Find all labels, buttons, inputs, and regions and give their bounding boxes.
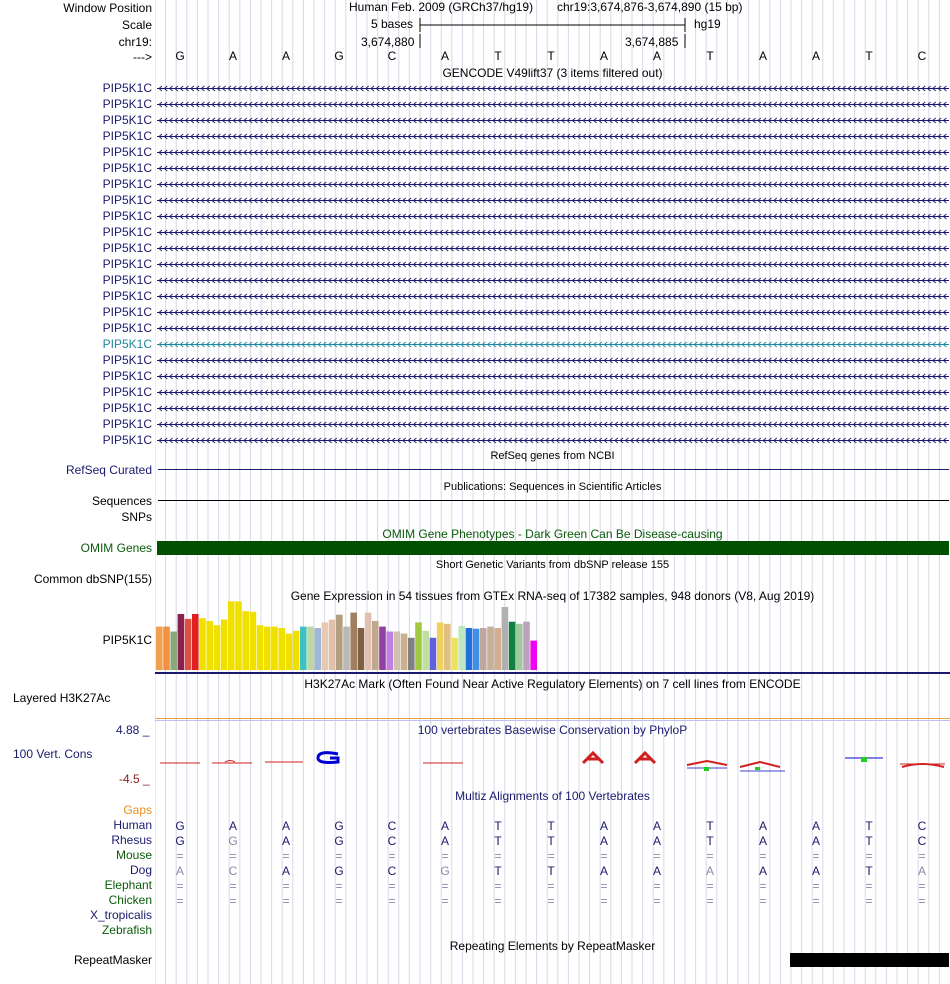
gencode-gene-label[interactable]: PIP5K1C — [102, 289, 152, 303]
phylop-max-label: 4.88 _ — [116, 723, 150, 737]
alignment-base: G — [334, 834, 344, 848]
alignment-base: = — [653, 849, 661, 863]
base-letter: A — [599, 49, 608, 63]
base-letter: A — [652, 49, 661, 63]
omim-track-label[interactable]: OMIM Genes — [80, 541, 152, 555]
gtex-tissue-bar[interactable] — [473, 629, 480, 670]
gtex-tissue-bar[interactable] — [336, 615, 343, 670]
alignment-base: = — [494, 849, 502, 863]
gtex-tissue-bar[interactable] — [329, 620, 336, 670]
gtex-bar-chart[interactable] — [155, 600, 950, 675]
base-letter: T — [706, 49, 714, 63]
gencode-transcript[interactable] — [157, 403, 949, 414]
base-letter: T — [494, 49, 502, 63]
gencode-transcript[interactable] — [157, 227, 949, 238]
refseq-track-label[interactable]: RefSeq Curated — [65, 463, 152, 477]
base-letter: T — [547, 49, 555, 63]
gencode-transcript[interactable] — [157, 83, 949, 94]
repeat-element[interactable] — [790, 953, 949, 967]
alignment-base: A — [811, 864, 820, 878]
gtex-tissue-bar[interactable] — [170, 632, 177, 671]
gtex-tissue-bar[interactable] — [250, 612, 257, 670]
gencode-gene-label[interactable]: PIP5K1C — [102, 369, 152, 383]
gtex-tissue-bar[interactable] — [314, 628, 321, 670]
alignment-base: G — [175, 834, 185, 848]
alignment-base: A — [705, 864, 714, 878]
gencode-transcript[interactable] — [157, 291, 949, 302]
alignment-base: A — [599, 834, 608, 848]
chrom-label: chr19: — [118, 35, 152, 49]
alignment-base: = — [547, 849, 555, 863]
alignment-base: = — [706, 849, 714, 863]
gtex-tissue-bar[interactable] — [293, 631, 300, 670]
alignment-base: = — [229, 879, 237, 893]
alignment-base: G — [228, 834, 238, 848]
alignment-base: T — [706, 834, 714, 848]
alignment-base: C — [387, 819, 397, 833]
omim-gene-bar[interactable] — [157, 541, 949, 555]
phylop-track-label[interactable]: 100 Vert. Cons — [13, 747, 93, 761]
scale-bar — [415, 16, 690, 50]
alignment-base: = — [600, 894, 608, 908]
gtex-tissue-bar[interactable] — [235, 601, 242, 670]
gtex-tissue-bar[interactable] — [487, 627, 494, 670]
gencode-transcript[interactable] — [157, 323, 949, 334]
gtex-tissue-bar[interactable] — [523, 622, 530, 670]
gencode-transcript[interactable] — [157, 195, 949, 206]
alignment-base: T — [494, 819, 502, 833]
alignment-base: = — [547, 894, 555, 908]
sequences-line[interactable] — [158, 500, 949, 501]
gencode-track-title[interactable]: GENCODE V49lift37 (3 items filtered out) — [442, 66, 663, 80]
alignment-base: = — [706, 879, 714, 893]
alignment-base: = — [547, 879, 555, 893]
alignment-base: = — [812, 849, 820, 863]
gtex-tissue-bar[interactable] — [358, 628, 365, 670]
gtex-track-label[interactable]: PIP5K1C — [102, 633, 152, 647]
snps-track-label[interactable]: SNPs — [121, 510, 152, 524]
h3k27ac-track-label[interactable]: Layered H3K27Ac — [13, 691, 111, 705]
gencode-gene-label[interactable]: PIP5K1C — [102, 353, 152, 367]
alignment-base: = — [653, 894, 661, 908]
alignment-base: A — [175, 864, 184, 878]
gtex-tissue-bar[interactable] — [178, 614, 185, 670]
gencode-gene-label[interactable]: PIP5K1C — [102, 417, 152, 431]
alignment-base: = — [176, 849, 184, 863]
alignment-base: = — [441, 849, 449, 863]
gencode-transcript[interactable] — [157, 419, 949, 430]
gtex-tissue-bar[interactable] — [156, 627, 163, 670]
alignment-base: A — [281, 834, 290, 848]
alignment-base: = — [441, 879, 449, 893]
alignment-base: = — [494, 879, 502, 893]
gtex-tissue-bar[interactable] — [379, 627, 386, 670]
gtex-track-title[interactable]: Gene Expression in 54 tissues from GTEx RNA-seq of 17382 samples, 948 donors (V8, Aug 2019) — [290, 589, 815, 603]
alignment-base: = — [600, 849, 608, 863]
gtex-tissue-bar[interactable] — [451, 638, 458, 670]
phylop-min-label: -4.5 _ — [119, 772, 150, 786]
gtex-tissue-bar[interactable] — [206, 621, 213, 670]
alignment-base: = — [706, 894, 714, 908]
gencode-gene-label[interactable]: PIP5K1C — [102, 209, 152, 223]
gencode-transcript[interactable] — [157, 115, 949, 126]
gtex-tissue-bar[interactable] — [192, 614, 199, 670]
gtex-tissue-bar[interactable] — [437, 622, 444, 670]
alignment-base: = — [812, 894, 820, 908]
tick-label: 3,674,880 — [361, 35, 415, 49]
gencode-gene-label[interactable]: PIP5K1C — [102, 129, 152, 143]
alignment-base: A — [652, 834, 661, 848]
alignment-base: = — [600, 879, 608, 893]
gencode-gene-label[interactable]: PIP5K1C — [102, 193, 152, 207]
gtex-tissue-bar[interactable] — [271, 627, 278, 670]
base-letter: A — [228, 49, 237, 63]
alignment-base: = — [335, 894, 343, 908]
gtex-tissue-bar[interactable] — [401, 634, 408, 670]
alignment-base: G — [334, 864, 344, 878]
alignment-base: G — [440, 864, 450, 878]
alignment-base: A — [652, 864, 661, 878]
gtex-tissue-bar[interactable] — [350, 613, 357, 670]
gtex-tissue-bar[interactable] — [228, 601, 235, 670]
db-name: hg19 — [694, 17, 721, 31]
alignment-base: T — [547, 834, 555, 848]
alignment-base: = — [282, 849, 290, 863]
gtex-tissue-bar[interactable] — [199, 618, 206, 670]
species-label[interactable]: X_tropicalis — [89, 908, 152, 922]
alignment-base: T — [865, 864, 873, 878]
alignment-base: G — [334, 819, 344, 833]
gencode-transcript[interactable] — [157, 99, 949, 110]
gtex-tissue-bar[interactable] — [444, 624, 451, 670]
gtex-tissue-bar[interactable] — [480, 628, 487, 670]
gtex-tissue-bar[interactable] — [422, 631, 429, 670]
alignment-base: A — [811, 834, 820, 848]
gencode-transcript[interactable] — [157, 147, 949, 158]
alignment-base: A — [811, 819, 820, 833]
gtex-tissue-bar[interactable] — [372, 621, 379, 670]
gencode-transcript[interactable] — [157, 387, 949, 398]
h3k27ac-track-title[interactable]: H3K27Ac Mark (Often Found Near Active Regulatory Elements) on 7 cell lines from ENCODE — [304, 677, 801, 691]
species-label[interactable]: Elephant — [104, 878, 152, 892]
dbsnp-track-label[interactable]: Common dbSNP(155) — [33, 572, 152, 586]
alignment-base: A — [917, 864, 926, 878]
alignment-base: = — [282, 894, 290, 908]
species-label[interactable]: Zebrafish — [101, 923, 152, 937]
alignment-base: = — [918, 849, 926, 863]
gencode-gene-label[interactable]: PIP5K1C — [102, 337, 152, 351]
species-label[interactable]: Human — [113, 818, 152, 832]
assembly-name: Human Feb. 2009 (GRCh37/hg19) — [349, 0, 534, 14]
alignment-base: = — [229, 849, 237, 863]
gencode-transcript[interactable] — [157, 435, 949, 446]
base-letter: C — [387, 49, 397, 63]
gaps-label: Gaps — [123, 803, 152, 817]
h3k27ac-signal-line — [155, 720, 950, 721]
dbsnp-track-title[interactable]: Short Genetic Variants from dbSNP release 155 — [435, 559, 670, 571]
alignment-base: = — [388, 849, 396, 863]
gencode-transcript[interactable] — [157, 243, 949, 254]
alignment-base: = — [441, 894, 449, 908]
gencode-transcript[interactable] — [157, 275, 949, 286]
repeatmasker-track-title[interactable]: Repeating Elements by RepeatMasker — [449, 939, 656, 953]
alignment-base: T — [865, 834, 873, 848]
alignment-base: = — [388, 894, 396, 908]
window-position-label: Window Position — [63, 1, 152, 15]
gencode-gene-label[interactable]: PIP5K1C — [102, 321, 152, 335]
gencode-gene-label[interactable]: PIP5K1C — [102, 401, 152, 415]
alignment-base: = — [494, 894, 502, 908]
gencode-gene-label[interactable]: PIP5K1C — [102, 433, 152, 447]
species-label[interactable]: Rhesus — [111, 833, 152, 847]
gtex-tissue-bar[interactable] — [221, 620, 228, 670]
gtex-tissue-bar[interactable] — [509, 622, 516, 670]
alignment-base: C — [387, 864, 397, 878]
alignment-base: = — [918, 879, 926, 893]
gencode-transcript[interactable] — [157, 179, 949, 190]
tick-label: 3,674,885 — [625, 35, 679, 49]
base-letter: G — [175, 49, 185, 63]
alignment-base: = — [865, 879, 873, 893]
alignment-base: A — [440, 819, 449, 833]
gencode-gene-label[interactable]: PIP5K1C — [102, 97, 152, 111]
alignment-base: = — [865, 894, 873, 908]
gencode-gene-label[interactable]: PIP5K1C — [102, 225, 152, 239]
gtex-tissue-bar[interactable] — [415, 622, 422, 670]
refseq-track-title[interactable]: RefSeq genes from NCBI — [490, 450, 615, 462]
alignment-base: C — [228, 864, 238, 878]
alignment-base: G — [175, 819, 185, 833]
refseq-gene-line[interactable] — [158, 469, 949, 470]
gencode-transcript[interactable] — [157, 371, 949, 382]
gencode-gene-label[interactable]: PIP5K1C — [102, 113, 152, 127]
alignment-base: T — [547, 819, 555, 833]
publications-track-title[interactable]: Publications: Sequences in Scientific Articles — [443, 481, 662, 493]
gencode-gene-label[interactable]: PIP5K1C — [102, 257, 152, 271]
alignment-base: T — [547, 864, 555, 878]
base-letter: A — [281, 49, 290, 63]
repeatmasker-track-label[interactable]: RepeatMasker — [73, 953, 152, 967]
gencode-gene-label[interactable]: PIP5K1C — [102, 385, 152, 399]
gtex-tissue-bar[interactable] — [458, 626, 465, 670]
sequences-track-label[interactable]: Sequences — [91, 494, 152, 508]
gencode-transcript[interactable] — [157, 355, 949, 366]
alignment-base: A — [758, 834, 767, 848]
gencode-transcript[interactable] — [157, 131, 949, 142]
omim-track-title[interactable]: OMIM Gene Phenotypes - Dark Green Can Be Disease-causing — [382, 527, 723, 541]
alignment-base: = — [653, 879, 661, 893]
base-letter: A — [811, 49, 820, 63]
gtex-tissue-bar[interactable] — [343, 627, 350, 670]
phylop-track-title[interactable]: 100 vertebrates Basewise Conservation by PhyloP — [417, 723, 688, 737]
alignment-base: A — [281, 864, 290, 878]
alignment-base: = — [918, 894, 926, 908]
gencode-transcript[interactable] — [157, 211, 949, 222]
alignment-base: A — [652, 819, 661, 833]
alignment-base: = — [176, 894, 184, 908]
base-letter: C — [917, 49, 927, 63]
gencode-transcript[interactable] — [157, 163, 949, 174]
alignment-base: = — [812, 879, 820, 893]
gtex-tissue-bar[interactable] — [300, 627, 307, 670]
scale-label: Scale — [121, 18, 152, 32]
species-label[interactable]: Dog — [129, 863, 152, 877]
alignment-base: A — [228, 819, 237, 833]
h3k27ac-signal-line — [155, 718, 950, 719]
alignment-base: T — [706, 819, 714, 833]
alignment-base: A — [440, 834, 449, 848]
alignment-base: A — [281, 819, 290, 833]
gtex-tissue-bar[interactable] — [516, 624, 523, 670]
gencode-gene-label[interactable]: PIP5K1C — [102, 305, 152, 319]
gencode-gene-label[interactable]: PIP5K1C — [102, 241, 152, 255]
scale-text: 5 bases — [371, 17, 414, 31]
base-letter: A — [758, 49, 767, 63]
species-label[interactable]: Mouse — [115, 848, 152, 862]
gtex-tissue-bar[interactable] — [257, 625, 264, 670]
alignment-base: T — [494, 834, 502, 848]
gtex-tissue-bar[interactable] — [264, 627, 271, 670]
gtex-tissue-bar[interactable] — [322, 622, 329, 670]
gencode-gene-label[interactable]: PIP5K1C — [102, 161, 152, 175]
alignment-base: = — [759, 894, 767, 908]
strand-arrow-label: ---> — [133, 50, 152, 64]
alignment-base: = — [759, 849, 767, 863]
gencode-transcript[interactable] — [157, 259, 949, 270]
gencode-gene-label[interactable]: PIP5K1C — [102, 145, 152, 159]
gencode-gene-label[interactable]: PIP5K1C — [102, 177, 152, 191]
alignment-base: A — [599, 864, 608, 878]
alignment-base: A — [758, 819, 767, 833]
gencode-transcript[interactable] — [157, 339, 949, 350]
gtex-tissue-bar[interactable] — [365, 613, 372, 670]
alignment-base: C — [917, 834, 927, 848]
base-letter: T — [865, 49, 873, 63]
alignment-base: T — [494, 864, 502, 878]
alignment-base: = — [865, 849, 873, 863]
gtex-tissue-bar[interactable] — [242, 611, 249, 670]
alignment-base: = — [388, 879, 396, 893]
gtex-tissue-bar[interactable] — [163, 627, 170, 670]
base-letter: G — [334, 49, 344, 63]
gtex-tissue-bar[interactable] — [386, 632, 393, 671]
gencode-gene-label[interactable]: PIP5K1C — [102, 81, 152, 95]
gtex-tissue-bar[interactable] — [408, 638, 415, 670]
alignment-base: = — [282, 879, 290, 893]
gtex-tissue-bar[interactable] — [502, 607, 509, 670]
alignment-base: = — [176, 879, 184, 893]
gtex-tissue-bar[interactable] — [286, 634, 293, 670]
multiz-track-title[interactable]: Multiz Alignments of 100 Vertebrates — [455, 789, 650, 803]
alignment-base: = — [759, 879, 767, 893]
position-readout: chr19:3,674,876-3,674,890 (15 bp) — [557, 0, 743, 14]
gtex-tissue-bar[interactable] — [466, 628, 473, 670]
alignment-base: = — [335, 849, 343, 863]
gencode-transcript[interactable] — [157, 307, 949, 318]
alignment-base: = — [229, 894, 237, 908]
gtex-tissue-bar[interactable] — [430, 638, 437, 670]
gtex-tissue-bar[interactable] — [278, 628, 285, 670]
species-label[interactable]: Chicken — [108, 893, 152, 907]
alignment-base: C — [387, 834, 397, 848]
alignment-base: = — [335, 879, 343, 893]
alignment-base: T — [865, 819, 873, 833]
gtex-tissue-bar[interactable] — [185, 619, 192, 670]
alignment-base: A — [758, 864, 767, 878]
alignment-base: C — [917, 819, 927, 833]
gtex-tissue-bar[interactable] — [494, 628, 501, 670]
gtex-tissue-bar[interactable] — [214, 625, 221, 670]
gtex-tissue-bar[interactable] — [530, 641, 537, 670]
gtex-tissue-bar[interactable] — [394, 632, 401, 671]
gtex-tissue-bar[interactable] — [307, 627, 314, 670]
base-letter: A — [440, 49, 449, 63]
alignment-base: A — [599, 819, 608, 833]
gencode-gene-label[interactable]: PIP5K1C — [102, 273, 152, 287]
phylop-logo[interactable] — [155, 748, 950, 776]
